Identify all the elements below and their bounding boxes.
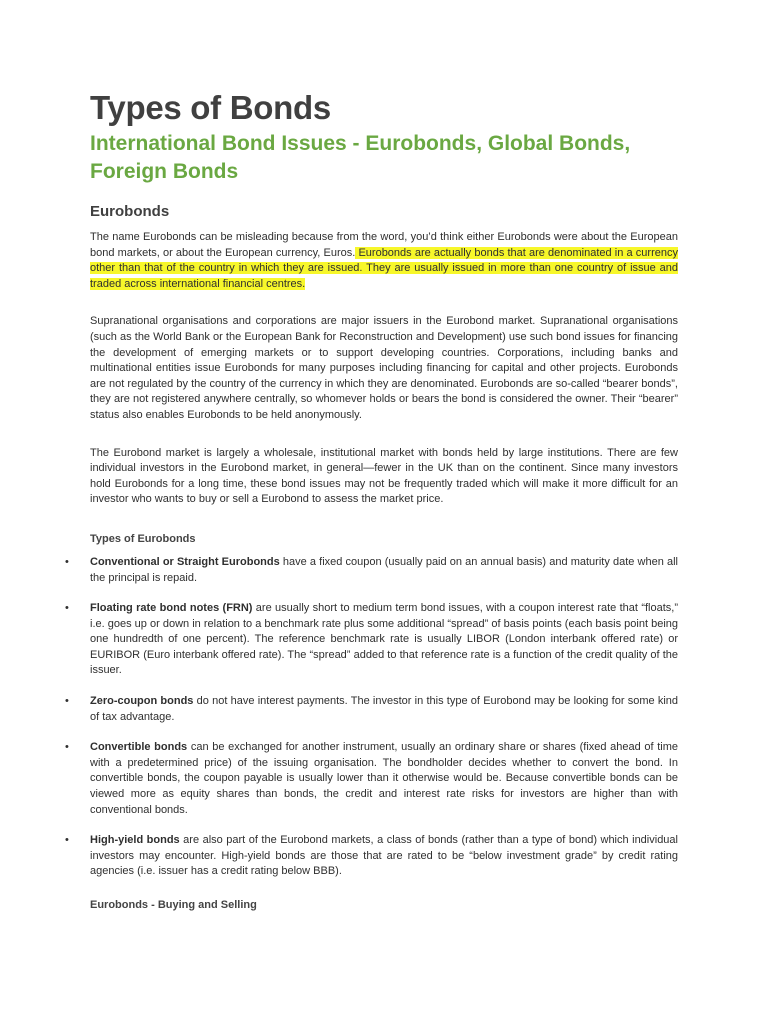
buying-and-selling-heading: Eurobonds - Buying and Selling xyxy=(90,899,257,911)
list-item xyxy=(65,694,679,725)
list-item xyxy=(65,740,679,818)
bullet-icon: • xyxy=(65,741,69,754)
list-item-text: have a fixed coupon (usually paid on an annual basis) and maturity date when all the principal is repaid. xyxy=(90,555,678,584)
types-of-eurobonds-heading: Types of Eurobonds xyxy=(90,532,196,545)
list-item-term: Conventional or Straight Eurobonds xyxy=(90,555,280,568)
document-content xyxy=(65,88,679,921)
list-item xyxy=(65,833,678,880)
bullet-icon: • xyxy=(65,695,69,708)
page-title: Types of Bonds xyxy=(90,89,331,126)
list-item-text: do not have interest payments. The investor in this type of Eurobond may be looking for some kind of tax advantage. xyxy=(90,695,679,723)
market-paragraph: The Eurobond market is largely a wholesale, institutional market with bonds held by large institutions. There are few individual investors in the Eurobond market, in general—fewer in the UK than on the continent. Since many investors hold Eurobonds for a long time, these bond issues may not be frequently traded which will make it more difficult for an investor who wants to buy or sell a Eurobond to assess the market price. xyxy=(90,446,678,506)
intro-text: The name Eurobonds can be misleading because from the word, you’d think either Eurobonds were about the European bond markets, or about the European currency, Euros. xyxy=(90,231,678,259)
issuers-paragraph: Supranational organisations and corporations are major issuers in the Eurobond market. Supranational organisations (such as the World Bank or the European Bank for Reconstruction and Development) use such bond issues for financing the development of emerging markets or to support developing countries. Corporations, including banks and multinational entities issue Eurobonds for many purposes including financing for capital and other projects. Eurobonds are not regulated by the country of the currency in which they are denominated. Eurobonds are so-called “bearer bonds”, they are not registered anywhere centrally, so whomever holds or bears the bond is considered the owner. Their “bearer” status also enables Eurobonds to be held anonymously. xyxy=(90,315,678,421)
list-item-term: Convertible bonds xyxy=(90,741,188,754)
intro-paragraph xyxy=(90,230,678,292)
bullet-icon: • xyxy=(65,834,69,847)
list-item-text: are usually short to medium term bond issues, with a coupon interest rate that “floats,” i.e. goes up or down in relation to a benchmark rate plus some additional “spread” of basis points (each basis point being one hundredth of one percent). The reference benchmark rate is usually LIBOR (London interbank offered rate) or EURIBOR (Euro interbank offered rate). The “spread” added to that reference rate is a function of the credit quality of the issuer. xyxy=(90,602,678,677)
list-item-term: Floating rate bond notes (FRN) xyxy=(90,602,253,615)
list-item xyxy=(65,555,678,586)
highlighted-text: Eurobonds are actually bonds that are denominated in a currency other than that of the country in which they are issued. They are usually issued in more than one country of issue and traded across international financial centres. xyxy=(90,246,678,290)
list-item-term: High-yield bonds xyxy=(90,834,180,847)
list-item-text: are also part of the Eurobond markets, a class of bonds (rather than a type of bond) which individual investors may encounter. High-yield bonds are those that are rated to be “below investment grade” by credit rating agencies (i.e. issuer has a credit rating below BBB). xyxy=(90,834,678,878)
list-item xyxy=(65,601,678,679)
bullet-icon: • xyxy=(65,602,69,615)
list-item-term: Zero-coupon bonds xyxy=(90,695,194,708)
section-heading-eurobonds: Eurobonds xyxy=(90,203,170,220)
eurobond-types-list xyxy=(65,555,679,880)
bullet-icon: • xyxy=(65,555,69,568)
list-item-text: can be exchanged for another instrument, usually an ordinary share or shares (fixed ahead of time with a predetermined price) of the issuing organisation. The bondholder decides whether to convert the bond. In convertible bonds, the coupon payable is usually lower than it otherwise would be. Because convertible bonds can be viewed more as equity shares than bonds, the credit and interest rate risks for investors are higher than with conventional bonds. xyxy=(90,741,679,816)
page-subtitle: International Bond Issues - Eurobonds, Global Bonds, Foreign Bonds xyxy=(90,132,631,183)
